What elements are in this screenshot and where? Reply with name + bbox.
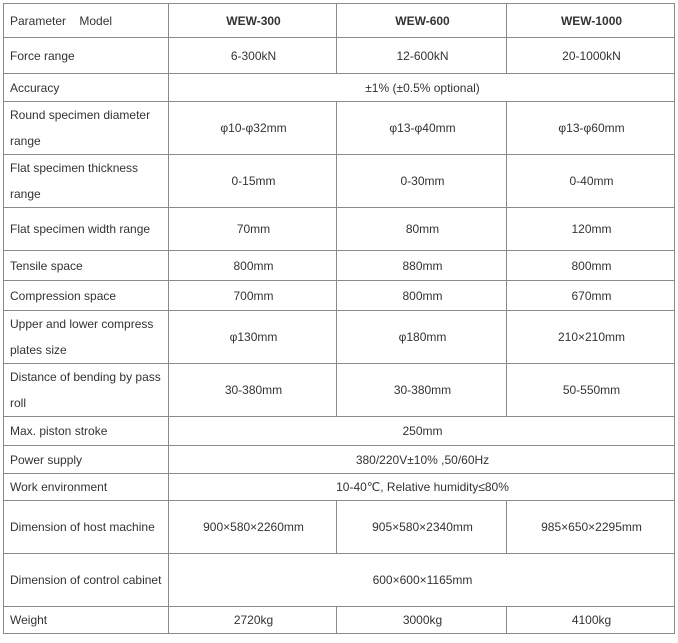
merged-cell-value: 600×600×1165mm — [169, 554, 675, 607]
table-row — [4, 607, 675, 634]
table-row — [4, 281, 675, 311]
spec-table — [3, 3, 675, 634]
cell-value: φ10-φ32mm — [169, 102, 337, 155]
cell-value: 70mm — [169, 208, 337, 251]
row-label: Work environment — [4, 474, 169, 501]
merged-cell-value: ±1% (±0.5% optional) — [169, 74, 675, 102]
cell-value: 30-380mm — [337, 364, 507, 417]
cell-value: 800mm — [169, 251, 337, 281]
row-label: Upper and lower compress plates size — [4, 311, 169, 364]
row-label: Tensile space — [4, 251, 169, 281]
cell-value: 30-380mm — [169, 364, 337, 417]
table-row — [4, 311, 675, 364]
row-label: Distance of bending by pass roll — [4, 364, 169, 417]
table-row — [4, 74, 675, 102]
table-row — [4, 364, 675, 417]
cell-value: 80mm — [337, 208, 507, 251]
merged-cell-value: 250mm — [169, 417, 675, 446]
table-row — [4, 417, 675, 446]
table-row — [4, 102, 675, 155]
row-label: Force range — [4, 38, 169, 74]
header-row — [4, 4, 675, 38]
model-header-wew-1000: WEW-1000 — [507, 4, 675, 38]
cell-value: φ13-φ60mm — [507, 102, 675, 155]
param-model-header: Parameter Model — [4, 4, 169, 38]
row-label: Max. piston stroke — [4, 417, 169, 446]
table-row — [4, 501, 675, 554]
table-row — [4, 155, 675, 208]
cell-value: 900×580×2260mm — [169, 501, 337, 554]
row-label: Round specimen diameter range — [4, 102, 169, 155]
table-row — [4, 446, 675, 474]
row-label: Dimension of host machine — [4, 501, 169, 554]
cell-value: 20-1000kN — [507, 38, 675, 74]
cell-value: 120mm — [507, 208, 675, 251]
cell-value: 12-600kN — [337, 38, 507, 74]
table-row — [4, 554, 675, 607]
cell-value: 3000kg — [337, 607, 507, 634]
table-row — [4, 38, 675, 74]
row-label: Weight — [4, 607, 169, 634]
cell-value: φ180mm — [337, 311, 507, 364]
table-row — [4, 208, 675, 251]
merged-cell-value: 10-40℃, Relative humidity≤80% — [169, 474, 675, 501]
cell-value: 50-550mm — [507, 364, 675, 417]
model-header-wew-600: WEW-600 — [337, 4, 507, 38]
cell-value: 905×580×2340mm — [337, 501, 507, 554]
row-label: Dimension of control cabinet — [4, 554, 169, 607]
cell-value: 700mm — [169, 281, 337, 311]
cell-value: 2720kg — [169, 607, 337, 634]
cell-value: 800mm — [337, 281, 507, 311]
row-label: Compression space — [4, 281, 169, 311]
cell-value: 0-40mm — [507, 155, 675, 208]
cell-value: 985×650×2295mm — [507, 501, 675, 554]
cell-value: 210×210mm — [507, 311, 675, 364]
row-label: Flat specimen width range — [4, 208, 169, 251]
cell-value: 880mm — [337, 251, 507, 281]
cell-value: 0-15mm — [169, 155, 337, 208]
cell-value: 670mm — [507, 281, 675, 311]
row-label: Accuracy — [4, 74, 169, 102]
cell-value: φ13-φ40mm — [337, 102, 507, 155]
row-label: Power supply — [4, 446, 169, 474]
cell-value: 6-300kN — [169, 38, 337, 74]
cell-value: 4100kg — [507, 607, 675, 634]
cell-value: φ130mm — [169, 311, 337, 364]
model-header-wew-300: WEW-300 — [169, 4, 337, 38]
cell-value: 0-30mm — [337, 155, 507, 208]
table-row — [4, 474, 675, 501]
table-row — [4, 251, 675, 281]
merged-cell-value: 380/220V±10% ,50/60Hz — [169, 446, 675, 474]
row-label: Flat specimen thickness range — [4, 155, 169, 208]
cell-value: 800mm — [507, 251, 675, 281]
